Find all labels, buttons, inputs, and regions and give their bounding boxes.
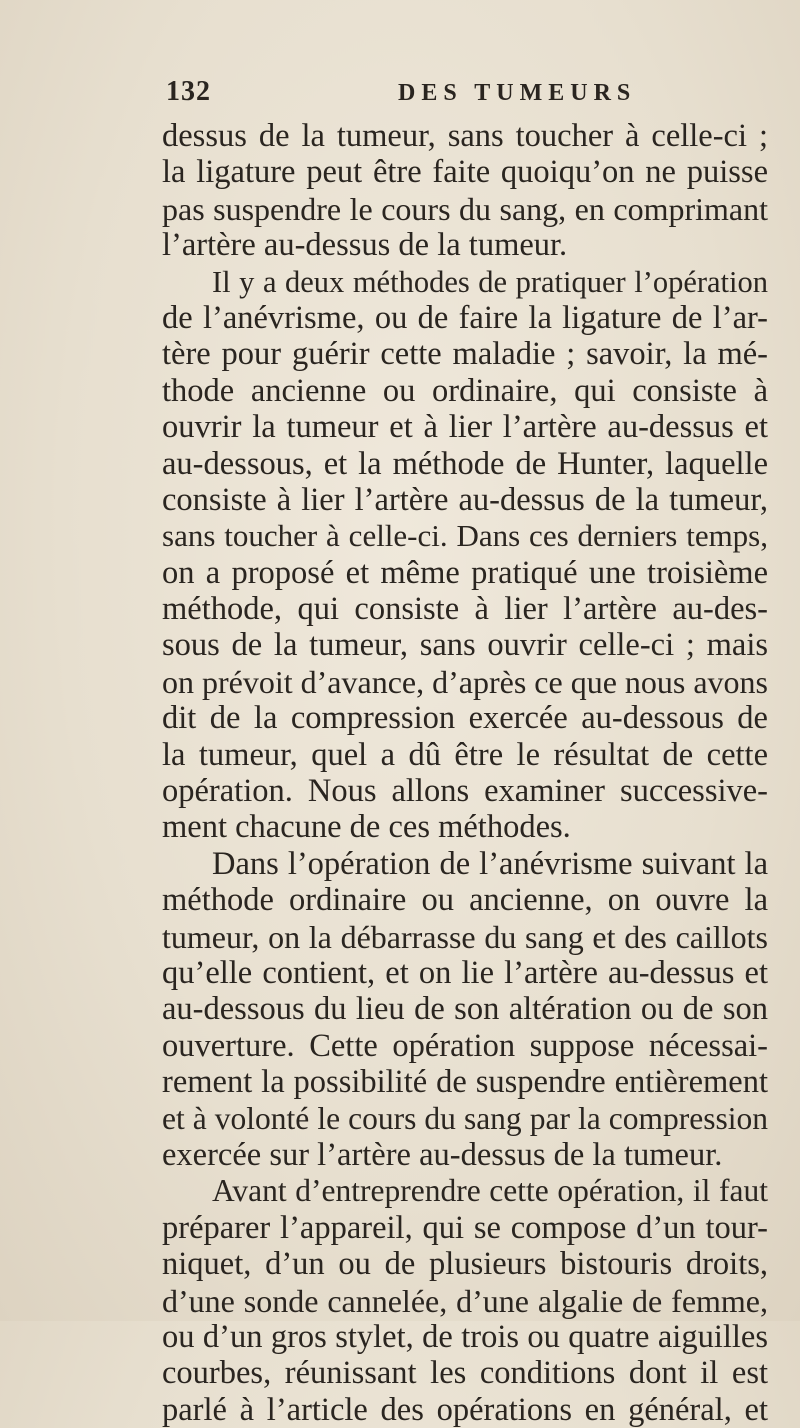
text-line: thode ancienne ou ordinaire, qui consiste à bbox=[162, 372, 768, 409]
text-line: pas suspendre le cours du sang, en comprimant bbox=[162, 190, 768, 227]
page-number: 132 bbox=[166, 76, 211, 107]
text-line: l’artère au-dessus de la tumeur. bbox=[162, 227, 568, 264]
text-line: parlé à l’article des opérations en général, et bbox=[162, 1391, 768, 1428]
text-line: ou d’un gros stylet, de trois ou quatre aiguilles bbox=[162, 1318, 768, 1355]
text-line: de l’anévrisme, ou de faire la ligature de l’ar- bbox=[162, 299, 768, 336]
text-line: dessus de la tumeur, sans toucher à celle-ci ; bbox=[162, 118, 768, 154]
text-line: sous de la tumeur, sans ouvrir celle-ci ; mais bbox=[162, 627, 768, 664]
text-line: Il y a deux méthodes de pratiquer l’opération bbox=[212, 264, 768, 299]
text-line: méthode ordinaire ou ancienne, on ouvre la bbox=[162, 882, 768, 919]
text-line: sans toucher à celle-ci. Dans ces derniers temps, bbox=[162, 518, 768, 554]
text-line: au-dessous, et la méthode de Hunter, laquelle bbox=[162, 445, 768, 482]
text-line: la tumeur, quel a dû être le résultat de cette bbox=[162, 736, 768, 773]
text-line: au-dessous du lieu de son altération ou de son bbox=[162, 991, 768, 1028]
text-line: tumeur, on la débarrasse du sang et des caillots bbox=[162, 918, 768, 955]
text-line: consiste à lier l’artère au-dessus de la tumeur, bbox=[162, 481, 768, 518]
text-line: Avant d’entreprendre cette opération, il faut bbox=[212, 1173, 768, 1209]
text-line: Dans l’opération de l’anévrisme suivant la bbox=[212, 845, 768, 882]
text-line: rement la possibilité de suspendre entièrement bbox=[162, 1064, 768, 1101]
text-line: dit de la compression exercée au-dessous de bbox=[162, 700, 768, 737]
body-text bbox=[162, 118, 768, 1428]
text-line: niquet, d’un ou de plusieurs bistouris droits, bbox=[162, 1246, 768, 1283]
text-line: on a proposé et même pratiqué une troisième bbox=[162, 554, 768, 591]
text-line: tère pour guérir cette maladie ; savoir, la mé- bbox=[162, 336, 768, 373]
text-line: et à volonté le cours du sang par la compression bbox=[162, 1100, 768, 1136]
text-line: ouverture. Cette opération suppose nécessai- bbox=[162, 1027, 768, 1064]
text-line: méthode, qui consiste à lier l’artère au-des- bbox=[162, 591, 768, 628]
text-line: ouvrir la tumeur et à lier l’artère au-dessus et bbox=[162, 409, 768, 446]
text-line: courbes, réunissant les conditions dont il est bbox=[162, 1355, 768, 1392]
text-line: exercée sur l’artère au-dessus de la tumeur. bbox=[162, 1136, 723, 1173]
text-line: qu’elle contient, et on lie l’artère au-dessus et bbox=[162, 954, 768, 991]
text-line: on prévoit d’avance, d’après ce que nous avons bbox=[162, 663, 768, 700]
text-line: d’une sonde cannelée, d’une algalie de femme, bbox=[162, 1282, 768, 1319]
text-line: ment chacune de ces méthodes. bbox=[162, 809, 571, 846]
running-head bbox=[166, 76, 766, 116]
running-title: DES TUMEURS bbox=[398, 80, 637, 106]
text-line: opération. Nous allons examiner successive- bbox=[162, 773, 768, 810]
text-line: la ligature peut être faite quoiqu’on ne puisse bbox=[162, 154, 768, 191]
text-line: préparer l’appareil, qui se compose d’un tour- bbox=[162, 1209, 768, 1246]
